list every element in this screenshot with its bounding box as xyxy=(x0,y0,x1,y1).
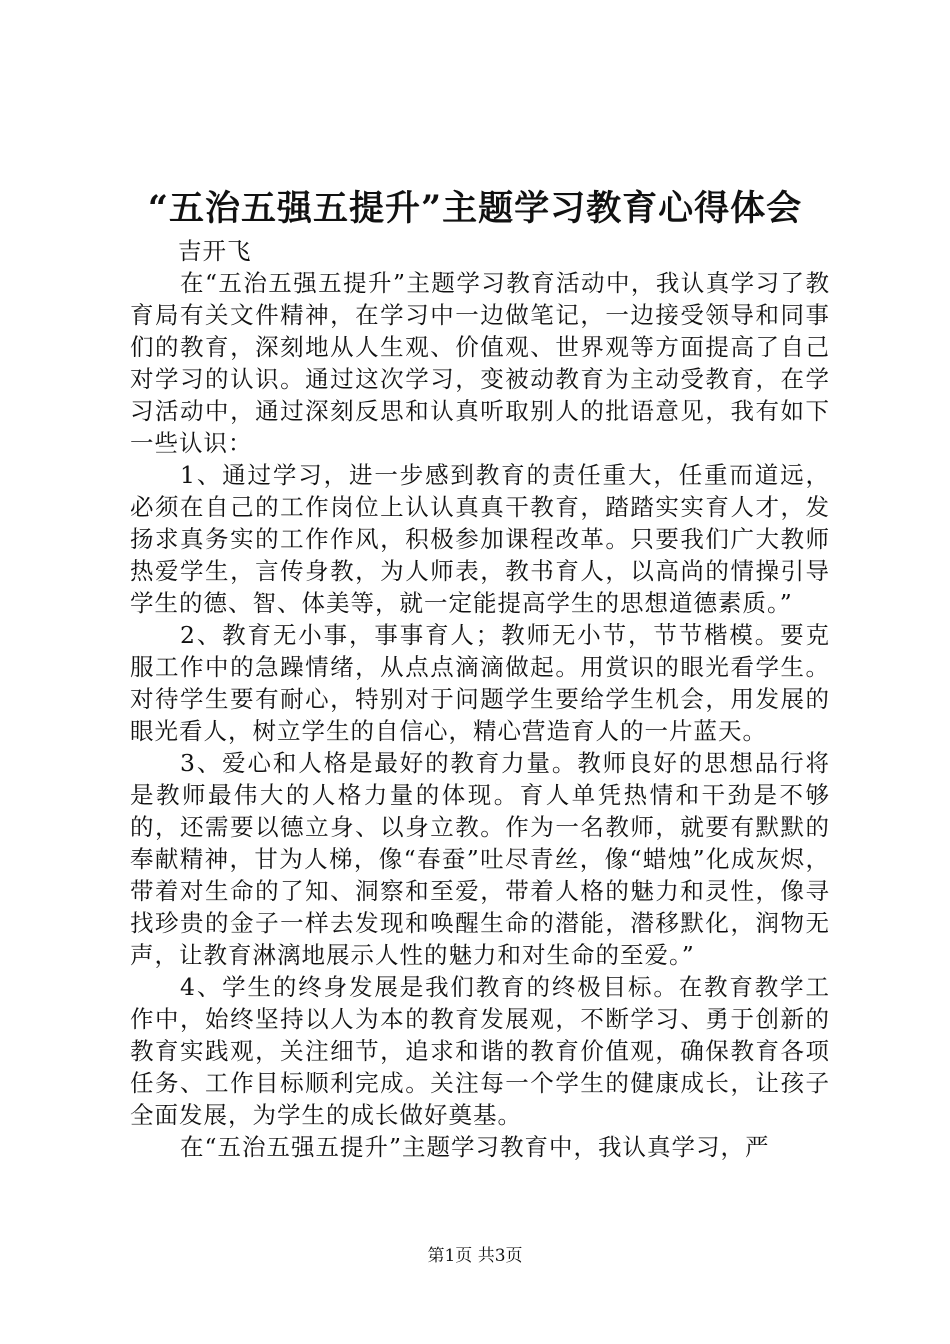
author-name: 吉开飞 xyxy=(178,237,252,265)
page-number: 第1页 xyxy=(427,1246,473,1266)
paragraph-point-4: 4、学生的终身发展是我们教育的终极目标。在教育教学工作中，始终坚持以人为本的教育发展观，不断学习、勇于创新的教育实践观，关注细节，追求和谐的教育价值观，确保教育各项任务、工作目标顺利完成。关注每一个学生的健康成长，让孩子全面发展，为学生的成长做好奠基。 xyxy=(130,973,830,1129)
paragraph-intro: 在“五治五强五提升”主题学习教育活动中，我认真学习了教育局有关文件精神，在学习中一边做笔记，一边接受领导和同事们的教育，深刻地从人生观、价值观、世界观等方面提高了自己对学习的认识。通过这次学习，变被动教育为主动受教育，在学习活动中，通过深刻反思和认真听取别人的批语意见，我有如下一些认识： xyxy=(130,269,830,457)
document-title: “五治五强五提升”主题学习教育心得体会 xyxy=(147,188,803,229)
paragraph-point-3: 3、爱心和人格是最好的教育力量。教师良好的思想品行将是教师最伟大的人格力量的体现。育人单凭热情和干劲是不够的，还需要以德立身、以身立教。作为一名教师，就要有默默的奉献精神，甘为人梯，像“春蚕”吐尽青丝，像“蜡烛”化成灰烬，带着对生命的了知、洞察和至爱，带着人格的魅力和灵性，像寻找珍贵的金子一样去发现和唤醒生命的潜能，潜移默化，润物无声，让教育淋漓地展示人性的魅力和对生命的至爱。” xyxy=(130,749,830,969)
paragraph-point-1: 1、通过学习，进一步感到教育的责任重大，任重而道远，必须在自己的工作岗位上认认真真干教育，踏踏实实育人才，发扬求真务实的工作作风，积极参加课程改革。只要我们广大教师热爱学生，言传身教，为人师表，教书育人，以高尚的情操引导学生的德、智、体美等，就一定能提高学生的思想道德素质。” xyxy=(130,461,830,617)
document-body xyxy=(130,235,830,1163)
page-footer xyxy=(0,1244,950,1268)
page-total: 共3页 xyxy=(477,1246,523,1266)
paragraph-point-2: 2、教育无小事，事事育人；教师无小节，节节楷模。要克服工作中的急躁情绪，从点点滴滴做起。用赏识的眼光看学生。对待学生要有耐心，特别对于问题学生要给学生机会，用发展的眼光看人，树立学生的自信心，精心营造育人的一片蓝天。 xyxy=(130,621,830,745)
paragraph-closing: 在“五治五强五提升”主题学习教育中，我认真学习，严 xyxy=(180,1133,770,1161)
